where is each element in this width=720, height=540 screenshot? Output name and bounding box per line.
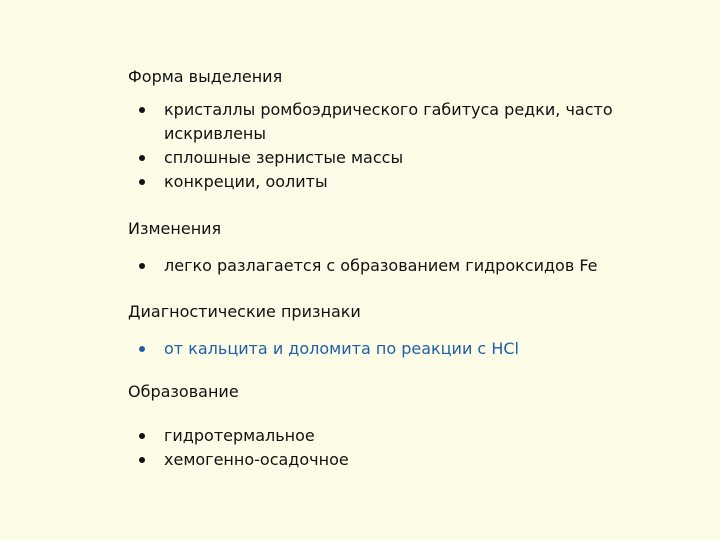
- bullet-icon: [139, 179, 145, 185]
- list-item-text: конкреции, оолиты: [164, 172, 328, 191]
- section-diagnostics: [128, 302, 688, 361]
- section-origin: [128, 382, 688, 472]
- list-item: [128, 337, 688, 361]
- list-item-text: гидротермальное: [164, 426, 315, 445]
- list-item-text: легко разлагается с образованием гидроксидов Fe: [164, 256, 598, 275]
- list-item-text: кристаллы ромбоэдрического габитуса редки, часто искривлены: [164, 100, 613, 143]
- list-item: [128, 146, 688, 170]
- list-item-text: от кальцита и доломита по реакции с HCl: [164, 339, 519, 358]
- bullet-icon: [139, 346, 145, 352]
- section-heading-changes: Изменения: [128, 219, 222, 238]
- bullet-icon: [139, 107, 145, 113]
- list-item: [128, 448, 688, 472]
- section-changes: [128, 219, 688, 278]
- section-form: [128, 67, 688, 194]
- section-heading-origin: Образование: [128, 382, 239, 401]
- list-item: [128, 254, 688, 278]
- section-heading-form: Форма выделения: [128, 67, 283, 86]
- section-heading-diagnostics: Диагностические признаки: [128, 302, 361, 321]
- bullet-icon: [139, 263, 145, 269]
- bullet-list-diagnostics: [128, 337, 688, 361]
- bullet-icon: [139, 457, 145, 463]
- list-item-text: хемогенно-осадочное: [164, 450, 349, 469]
- bullet-list-form: [128, 98, 688, 194]
- bullet-list-changes: [128, 254, 688, 278]
- list-item: [128, 98, 688, 146]
- bullet-icon: [139, 433, 145, 439]
- list-item: [128, 170, 688, 194]
- list-item: [128, 424, 688, 448]
- list-item-text: сплошные зернистые массы: [164, 148, 404, 167]
- bullet-list-origin: [128, 424, 688, 472]
- bullet-icon: [139, 155, 145, 161]
